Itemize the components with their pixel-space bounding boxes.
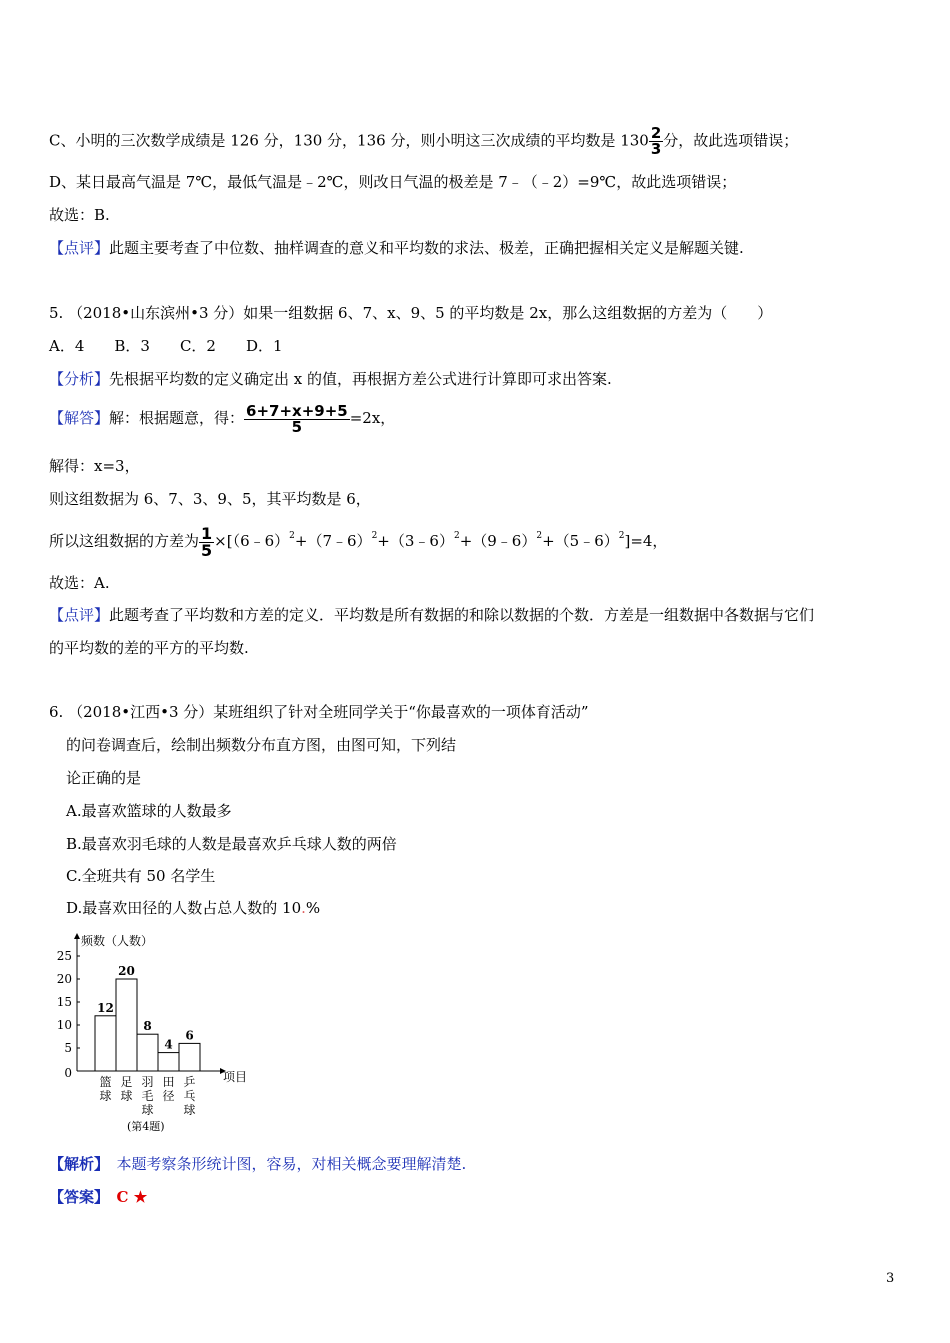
- question-6-option-c: C.全班共有 50 名学生: [66, 867, 216, 885]
- question-6: 6. （2018•江西•3 分）某班组织了针对全班同学关于“你最喜欢的一项体育活动”: [49, 703, 589, 721]
- jiexi-line: 【解析】 本题考察条形统计图，容易，对相关概念要理解清楚.: [49, 1155, 467, 1173]
- option-c-line: C、小明的三次数学成绩是 126 分，130 分，136 分，则小明这三次成绩的平均数是 130 $\frac{2}{3}$ 分，故此选项错误；: [49, 124, 799, 158]
- q5-solve: 【解答】解：根据题意，得： $\frac{6+7+x+9+5}{5}$ =2x，: [49, 401, 396, 436]
- question-5: 5. （2018•山东滨州•3 分）如果一组数据 6、7、x、9、5 的平均数是 2x，那么这组数据的方差为（ ）: [49, 304, 773, 322]
- bar-0: [95, 1016, 116, 1071]
- q5-line-2: 解得：x=3，: [49, 457, 140, 475]
- fraction-mean: $\frac{6+7+x+9+5}{5}$: [246, 401, 348, 436]
- q5-analysis: 【分析】先根据平均数的定义确定出 x 的值，再根据方差公式进行计算即可求出答案.: [49, 370, 612, 388]
- question-6-option-b: B.最喜欢羽毛球的人数是最喜欢乒乓球人数的两倍: [66, 835, 397, 853]
- category-label: 羽毛球: [141, 1075, 154, 1117]
- bar-value-label: 20: [118, 964, 135, 978]
- bar-1: [116, 979, 137, 1071]
- bar-2: [137, 1034, 158, 1071]
- comment-tag-2: 【点评】: [49, 606, 110, 624]
- answer-line: [49, 1187, 147, 1207]
- analysis-tag: 【分析】: [49, 370, 110, 388]
- y-tick-label: 0: [64, 1066, 72, 1080]
- question-5-options: A．4 B．3 C．2 D．1: [49, 337, 283, 355]
- select-b-line: 故选：B.: [49, 206, 110, 224]
- bar-chart: [55, 928, 255, 1140]
- bar-value-label: 6: [185, 1028, 194, 1043]
- category-label: 篮球: [99, 1075, 112, 1103]
- comment-1: 【点评】此题主要考查了中位数、抽样调查的意义和平均数的求法、极差，正确把握相关定义是解题关键.: [49, 239, 744, 257]
- q5-variance: 所以这组数据的方差为 $\frac{1}{5}$ ×[（6﹣6）$^2$+（7﹣6）$^2$+（3﹣6）$^2$+（9﹣6）$^2$+（5﹣6）$^2$]=4，: [49, 523, 668, 560]
- bar-3: [158, 1053, 179, 1071]
- q5-line-3: 则这组数据为 6、7、3、9、5，其平均数是 6，: [49, 490, 371, 508]
- answer-tag: 【答案】: [49, 1188, 102, 1206]
- comment-2b: 的平均数的差的平方的平均数.: [49, 639, 249, 657]
- comment-2a: 【点评】此题考查了平均数和方差的定义．平均数是所有数据的和除以数据的个数．方差是一组数据中各数据与它们: [49, 606, 815, 624]
- answer-value: C ★: [116, 1188, 148, 1206]
- question-6-line-2: 的问卷调查后，绘制出频数分布直方图，由图可知，下列结: [66, 736, 457, 754]
- category-label: 田径: [162, 1075, 175, 1103]
- bar-value-label: 8: [143, 1019, 152, 1034]
- chart-caption: (第4题): [127, 1120, 165, 1133]
- bar-value-label: 12: [97, 1000, 114, 1015]
- fraction-two-thirds: $\frac{2}{3}$: [650, 124, 662, 158]
- select-a-line: 故选：A.: [49, 574, 110, 592]
- comment-tag: 【点评】: [49, 239, 110, 257]
- bar-value-label: 4: [164, 1037, 173, 1052]
- question-6-option-a: A.最喜欢篮球的人数最多: [66, 802, 232, 820]
- jiexi-tag: 【解析】: [49, 1155, 102, 1173]
- category-label: 乒乓球: [183, 1075, 196, 1117]
- bar-4: [179, 1043, 200, 1071]
- category-label: 足球: [120, 1075, 133, 1103]
- fraction-one-fifth: $\frac{1}{5}$: [201, 523, 213, 560]
- y-tick-label: 25: [56, 949, 72, 963]
- solve-tag: 【解答】: [49, 409, 110, 427]
- x-axis-label: 项目: [223, 1070, 248, 1084]
- y-tick-label: 10: [56, 1018, 72, 1032]
- question-6-line-3: 论正确的是: [66, 769, 142, 787]
- question-6-option-d: D.最喜欢田径的人数占总人数的 10.%: [66, 899, 321, 917]
- y-tick-label: 5: [64, 1041, 72, 1055]
- option-d-line: D、某日最高气温是 7℃，最低气温是﹣2℃，则改日气温的极差是 7﹣（﹣2）=9℃，故此选项错误；: [49, 173, 737, 191]
- y-tick-label: 20: [56, 972, 72, 986]
- page-number: 3: [886, 1271, 895, 1286]
- y-tick-label: 15: [56, 995, 72, 1009]
- y-axis-label: 频数（人数）: [81, 934, 154, 948]
